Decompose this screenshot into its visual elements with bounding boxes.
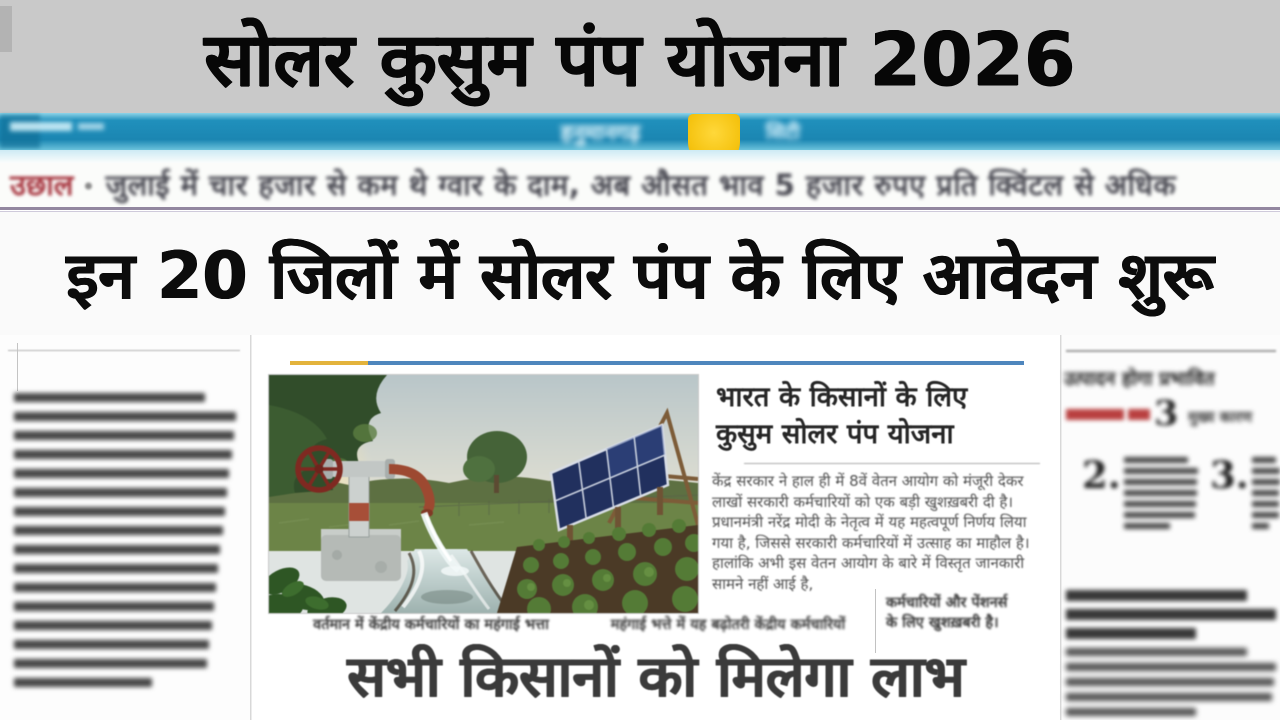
right-page-number-label: मुख्य कारण [1188,408,1253,426]
blurred-text-line [1124,512,1195,518]
blurred-text-line [14,412,236,421]
right-page-red-text-blur [1066,409,1124,420]
blurred-text-line [1124,468,1198,474]
solar-pump-photo [268,374,699,614]
right-page-big-number: 3 [1154,393,1179,434]
side-note-line2: के लिए खुशख़बरी है। [886,615,999,631]
blurred-text-line [1252,501,1279,507]
right-page-bold-lines [1066,590,1276,647]
blurred-text-line [14,488,227,497]
blurred-text-line [1124,479,1197,485]
accent-rule-yellow [290,361,368,365]
right-page-headline: उत्पादन होगा प्रभावित [1064,368,1215,390]
blurred-text-line [1066,708,1196,716]
blurred-text-line [14,431,234,440]
blurred-text-line [1252,479,1280,485]
masthead-edition-label: सिटी [766,120,800,144]
blurred-text-line [14,393,205,402]
blurred-text-line [1252,468,1280,474]
blurred-text-line [14,602,214,611]
right-page-item-text-1 [1124,457,1198,534]
ticker-headline: जुलाई में चार हजार से कम थे ग्वार के दाम, अब औसत भाव 5 हजार रुपए प्रति क्विंटल से अधिक [105,168,1177,202]
masthead-city-label: हनुमानगढ़ [560,121,641,146]
headline-band [0,212,1280,335]
blurred-text-line [1124,457,1188,463]
bottom-headline: सभी किसानों को मिलेगा लाभ [347,644,965,710]
blurred-text-line [14,621,212,630]
blurred-text-line [1066,678,1274,686]
right-page-item-text-2 [1252,457,1280,534]
right-page-item-number-1: 2. [1082,453,1121,497]
blurred-text-line [14,640,209,649]
blurred-text-line [1066,693,1272,701]
blurred-text-line [1252,512,1279,518]
side-note [886,593,1058,633]
blurred-text-line [1252,457,1276,463]
band-headline: इन 20 जिलों में सोलर पंप के लिए आवेदन शुरू [66,239,1214,314]
accent-rule-blue [368,361,1024,365]
main-title: सोलर कुसुम पंप योजना 2026 [204,17,1076,103]
blurred-text-line [1124,523,1170,529]
right-page-text-lines [1066,648,1276,720]
masthead-date-blur [10,122,72,131]
article-headline-line2: कुसुम सोलर पंप योजना [716,418,954,450]
article-headline-line1: भारत के किसानों के लिए [716,381,968,413]
newspaper-body [0,335,1280,720]
blurred-text-line [14,659,207,668]
bullet-icon: • [81,173,96,201]
ticker-strip [0,163,1280,210]
article-body: केंद्र सरकार ने हाल ही में 8वें वेतन आयोग को मंजूरी देकर लाखों सरकारी कर्मचारियों को एक बड़ी खुशख़बरी दी है। प्रधानमंत्री नरेंद्र मोदी के नेतृत्व में यह महत्वपूर्ण निर्णय लिया गया है, जिससे सरकारी कर्मचारियों में उत्साह का माहौल है। हालांकि अभी इस वेतन आयोग के बारे में विस्तृत जानकारी सामने नहीं आई है, [712,472,1030,593]
blurred-text-line [14,678,152,687]
center-article-page [252,335,1061,720]
blurred-text-line [1066,609,1276,620]
right-page-item-number-2: 3. [1210,453,1249,497]
right-page-red-text-blur2 [1128,409,1150,420]
article-divider [744,463,1040,464]
blurred-text-line [14,507,225,516]
blurred-text-line [14,564,218,573]
article-headline [716,379,1060,453]
right-article-page [1062,335,1280,720]
masthead-corner [0,115,40,148]
blurred-text-line [1252,523,1269,529]
blurred-text-line [14,469,229,478]
blurred-text-line [14,545,220,554]
blurred-text-line [14,526,223,535]
blurred-text-line [1066,663,1276,671]
ticker-lead-word: उछाल [10,168,74,202]
left-column-margin-line [17,343,18,391]
blurred-text-line [1066,628,1196,639]
top-banner [0,0,1280,113]
left-column-rule [8,350,240,351]
second-caption: महंगाई भत्ते में यह बढ़ोतरी केंद्रीय कर्मचारियों [610,617,846,633]
blurred-text-line [1124,490,1197,496]
blurred-text-line [1066,590,1247,601]
side-note-line1: कर्मचारियों और पेंशनर्स [886,595,1008,611]
blurred-text-line [14,450,232,459]
photo-caption: वर्तमान में केंद्रीय कर्मचारियों का महंगाई भत्ता [313,617,549,633]
masthead-fade [0,150,1280,163]
blurred-text-line [1252,490,1279,496]
blurred-text-line [1124,501,1196,507]
solar-pump-photo-svg [269,375,698,613]
masthead-date-blur2 [78,123,104,130]
left-article-column [0,335,251,720]
newspaper-masthead [0,113,1280,150]
blurred-text-line [1066,648,1247,656]
blurred-text-line [14,583,216,592]
left-column-blurred-text [14,393,236,697]
right-page-rule [1066,350,1276,352]
